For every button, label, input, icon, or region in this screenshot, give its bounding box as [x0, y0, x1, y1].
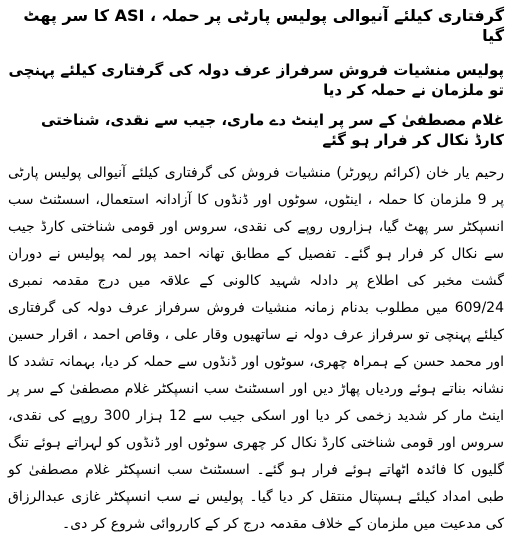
news-clipping [8, 6, 505, 532]
sub-headline: غلام مصطفیٰ کے سر پر اینٹ دے ماری، جیب سے نقدی، شناختی کارڈ نکال کر فرار ہو گئے [40, 111, 504, 149]
main-headline: گرفتاری کیلئے آنیوالی پولیس پارٹی پر حملہ ، ASI کا سر پھٹ گیا [23, 6, 504, 45]
article-body: رحیم یار خان (کرائم رپورٹر) منشیات فروش کی گرفتاری کیلئے آنیوالی پولیس پارٹی پر 9 ملزمان کا حملہ ، اینٹوں، سوٹوں اور ڈنڈوں کا آزادانہ استعمال، اسسٹنٹ سب انسپکٹر سر پھٹ گیا، ہزاروں روپے کی نقدی، سروس اور قومی شناختی کارڈ جیب سے نکال کر فرار ہو گئے۔ تفصیل کے مطابق تھانہ احمد پور لمہ پولیس نے دوران گشت مخبر کی اطلاع پر دادلہ شہید کالونی کے علاقہ میں درج مقدمہ نمبری 609/24 میں مطلوب بدنام زمانہ منشیات فروش سرفراز عرف دولہ کی گرفتاری کیلئے پہنچی تو سرفراز عرف دولہ نے ساتھیوں وقار علی ، وقاص احمد ، اقرار حسین اور محمد حسن کے ہمراہ چھری، سوٹوں اور ڈنڈوں سے حملہ کر دیا، بہمانہ تشدد کا نشانہ بناتے ہوئے وردیاں پھاڑ دیں اور اسسٹنٹ سب انسپکٹر غلام مصطفیٰ کے سر پر اینٹ مار کر شدید زخمی کر دیا اور اسکی جیب سے 12 ہزار 300 روپے کی نقدی، سروس اور قومی شناختی کارڈ نکال کر چھری سوٹوں اور ڈنڈوں کو لہراتے ہوئے تنگ گلیوں کا فائدہ اٹھاتے ہوئے فرار ہو گئے۔ اسسٹنٹ سب انسپکٹر غلام مصطفیٰ کو طبی امداد کیلئے ہسپتال منتقل کر دیا گیا۔ پولیس نے سب انسپکٹر غازی عبدالرزاق کی مدعیت میں ملزمان کے خلاف مقدمہ درج کر کے کارروائی شروع کر دی۔ [8, 165, 505, 532]
sub-headline: پولیس منشیات فروش سرفراز عرف دولہ کی گرفتاری کیلئے پہنچی تو ملزمان نے حملہ کر دیا [8, 61, 504, 99]
